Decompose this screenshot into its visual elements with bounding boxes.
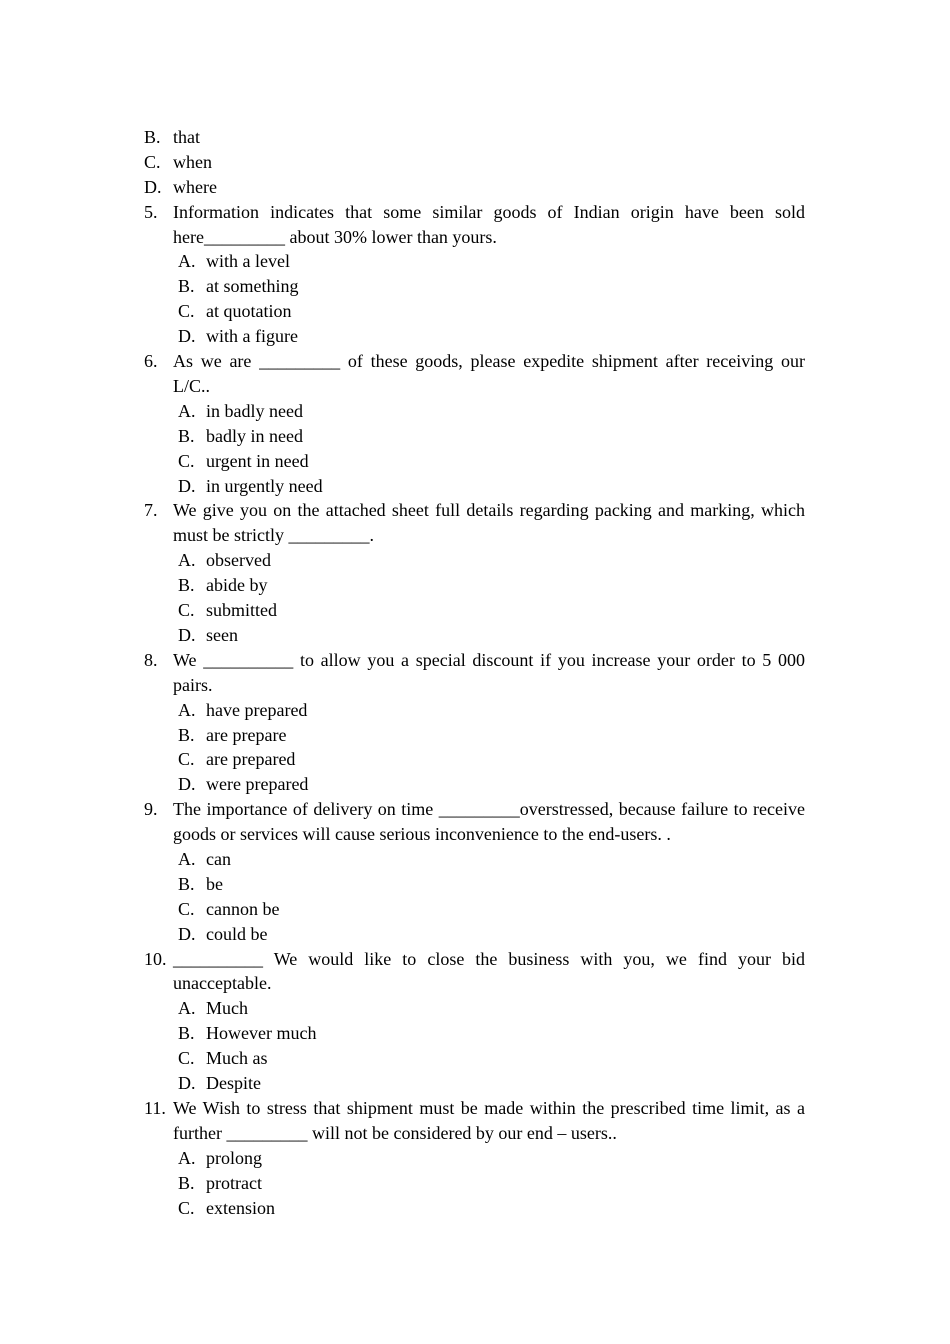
option-text: urgent in need [206, 450, 309, 471]
document-page [0, 125, 950, 1220]
option-line [0, 249, 950, 274]
option-text: submitted [206, 600, 277, 621]
option-line [0, 1171, 950, 1196]
option-line [0, 1071, 950, 1096]
option-line [0, 150, 950, 175]
option-line [0, 324, 950, 349]
option-text: Much as [206, 1048, 268, 1069]
option-line [0, 1196, 950, 1221]
option-text: were prepared [206, 774, 309, 795]
option-letter: B. [144, 127, 161, 147]
question-stem: __________ We would like to close the business with you, we find your bid unacceptable. [173, 948, 805, 994]
option-letter: C. [178, 749, 195, 770]
option-line [0, 698, 950, 723]
question-number: 10. [144, 948, 167, 969]
option-line [0, 299, 950, 324]
option-letter: B. [178, 276, 195, 297]
option-line [0, 772, 950, 797]
option-text: protract [206, 1172, 262, 1193]
option-text: However much [206, 1023, 317, 1044]
option-text: where [173, 176, 217, 197]
option-letter: A. [178, 550, 196, 571]
question-stem: We Wish to stress that shipment must be made within the prescribed time limit, as a further _________ will not be considered by our end – users.. [173, 1097, 805, 1143]
question-number: 7. [144, 500, 158, 521]
question-stem: Information indicates that some similar goods of Indian origin have been sold here_________ about 30% lower than yours. [173, 201, 805, 247]
option-text: at quotation [206, 301, 292, 322]
option-letter: C. [178, 600, 195, 621]
option-letter: C. [178, 1197, 195, 1218]
question-10 [0, 947, 950, 997]
option-text: in urgently need [206, 475, 323, 496]
option-letter: B. [178, 1172, 195, 1193]
option-line [0, 922, 950, 947]
question-stem: We __________ to allow you a special discount if you increase your order to 5 000 pairs. [173, 649, 805, 695]
option-text: are prepared [206, 749, 296, 770]
option-text: seen [206, 624, 238, 645]
option-text: badly in need [206, 425, 303, 446]
question-number: 5. [144, 201, 158, 222]
option-line [0, 1021, 950, 1046]
option-text: Much [206, 998, 248, 1019]
option-text: Despite [206, 1073, 261, 1094]
option-letter: D. [178, 1073, 196, 1094]
option-text: in badly need [206, 400, 303, 421]
question-number: 6. [144, 351, 158, 372]
option-line [0, 723, 950, 748]
question-stem: The importance of delivery on time _________overstressed, because failure to receive goods or services will cause serious inconvenience to the end-users. . [173, 799, 805, 845]
option-line [0, 125, 950, 150]
option-letter: B. [178, 1023, 195, 1044]
question-stem: We give you on the attached sheet full details regarding packing and marking, which must be strictly _________. [173, 500, 805, 546]
option-line [0, 548, 950, 573]
option-letter: A. [178, 400, 196, 421]
option-letter: A. [178, 998, 196, 1019]
option-letter: C. [178, 301, 195, 322]
option-letter: D. [178, 475, 196, 496]
option-line [0, 424, 950, 449]
option-letter: D. [178, 624, 196, 645]
option-line [0, 872, 950, 897]
option-letter: A. [178, 848, 196, 869]
option-line [0, 897, 950, 922]
option-line [0, 623, 950, 648]
option-letter: C. [178, 898, 195, 919]
option-letter: A. [178, 251, 196, 272]
option-text: extension [206, 1197, 275, 1218]
option-line [0, 175, 950, 200]
option-text: could be [206, 923, 268, 944]
option-letter: C. [144, 151, 161, 172]
option-letter: D. [178, 326, 196, 347]
option-line [0, 449, 950, 474]
option-line [0, 399, 950, 424]
question-7 [0, 498, 950, 548]
option-line [0, 1146, 950, 1171]
option-letter: D. [144, 176, 162, 197]
option-line [0, 996, 950, 1021]
option-letter: D. [178, 923, 196, 944]
option-line [0, 474, 950, 499]
option-line [0, 1046, 950, 1071]
question-number: 11. [144, 1097, 166, 1118]
option-text: be [206, 873, 223, 894]
option-letter: A. [178, 699, 196, 720]
option-line [0, 573, 950, 598]
option-letter: B. [178, 724, 195, 745]
option-text: are prepare [206, 724, 287, 745]
question-number: 9. [144, 799, 158, 820]
option-line [0, 847, 950, 872]
option-text: can [206, 848, 231, 869]
question-5 [0, 200, 950, 250]
option-text: have prepared [206, 699, 308, 720]
question-8 [0, 648, 950, 698]
option-letter: A. [178, 1147, 196, 1168]
option-letter: B. [178, 575, 195, 596]
option-text: with a level [206, 251, 290, 272]
option-text: when [173, 151, 212, 172]
option-letter: C. [178, 450, 195, 471]
option-text: cannon be [206, 898, 280, 919]
option-line [0, 747, 950, 772]
question-number: 8. [144, 649, 158, 670]
question-11 [0, 1096, 950, 1146]
option-text: with a figure [206, 326, 298, 347]
option-letter: B. [178, 873, 195, 894]
option-text: prolong [206, 1147, 262, 1168]
question-6 [0, 349, 950, 399]
option-text: at something [206, 276, 299, 297]
question-stem: As we are _________ of these goods, please expedite shipment after receiving our L/C.. [173, 351, 805, 396]
option-text: that [173, 127, 200, 147]
option-text: observed [206, 550, 271, 571]
option-text: abide by [206, 575, 268, 596]
question-9 [0, 797, 950, 847]
option-letter: C. [178, 1048, 195, 1069]
option-line [0, 274, 950, 299]
option-letter: D. [178, 774, 196, 795]
option-letter: B. [178, 425, 195, 446]
option-line [0, 598, 950, 623]
